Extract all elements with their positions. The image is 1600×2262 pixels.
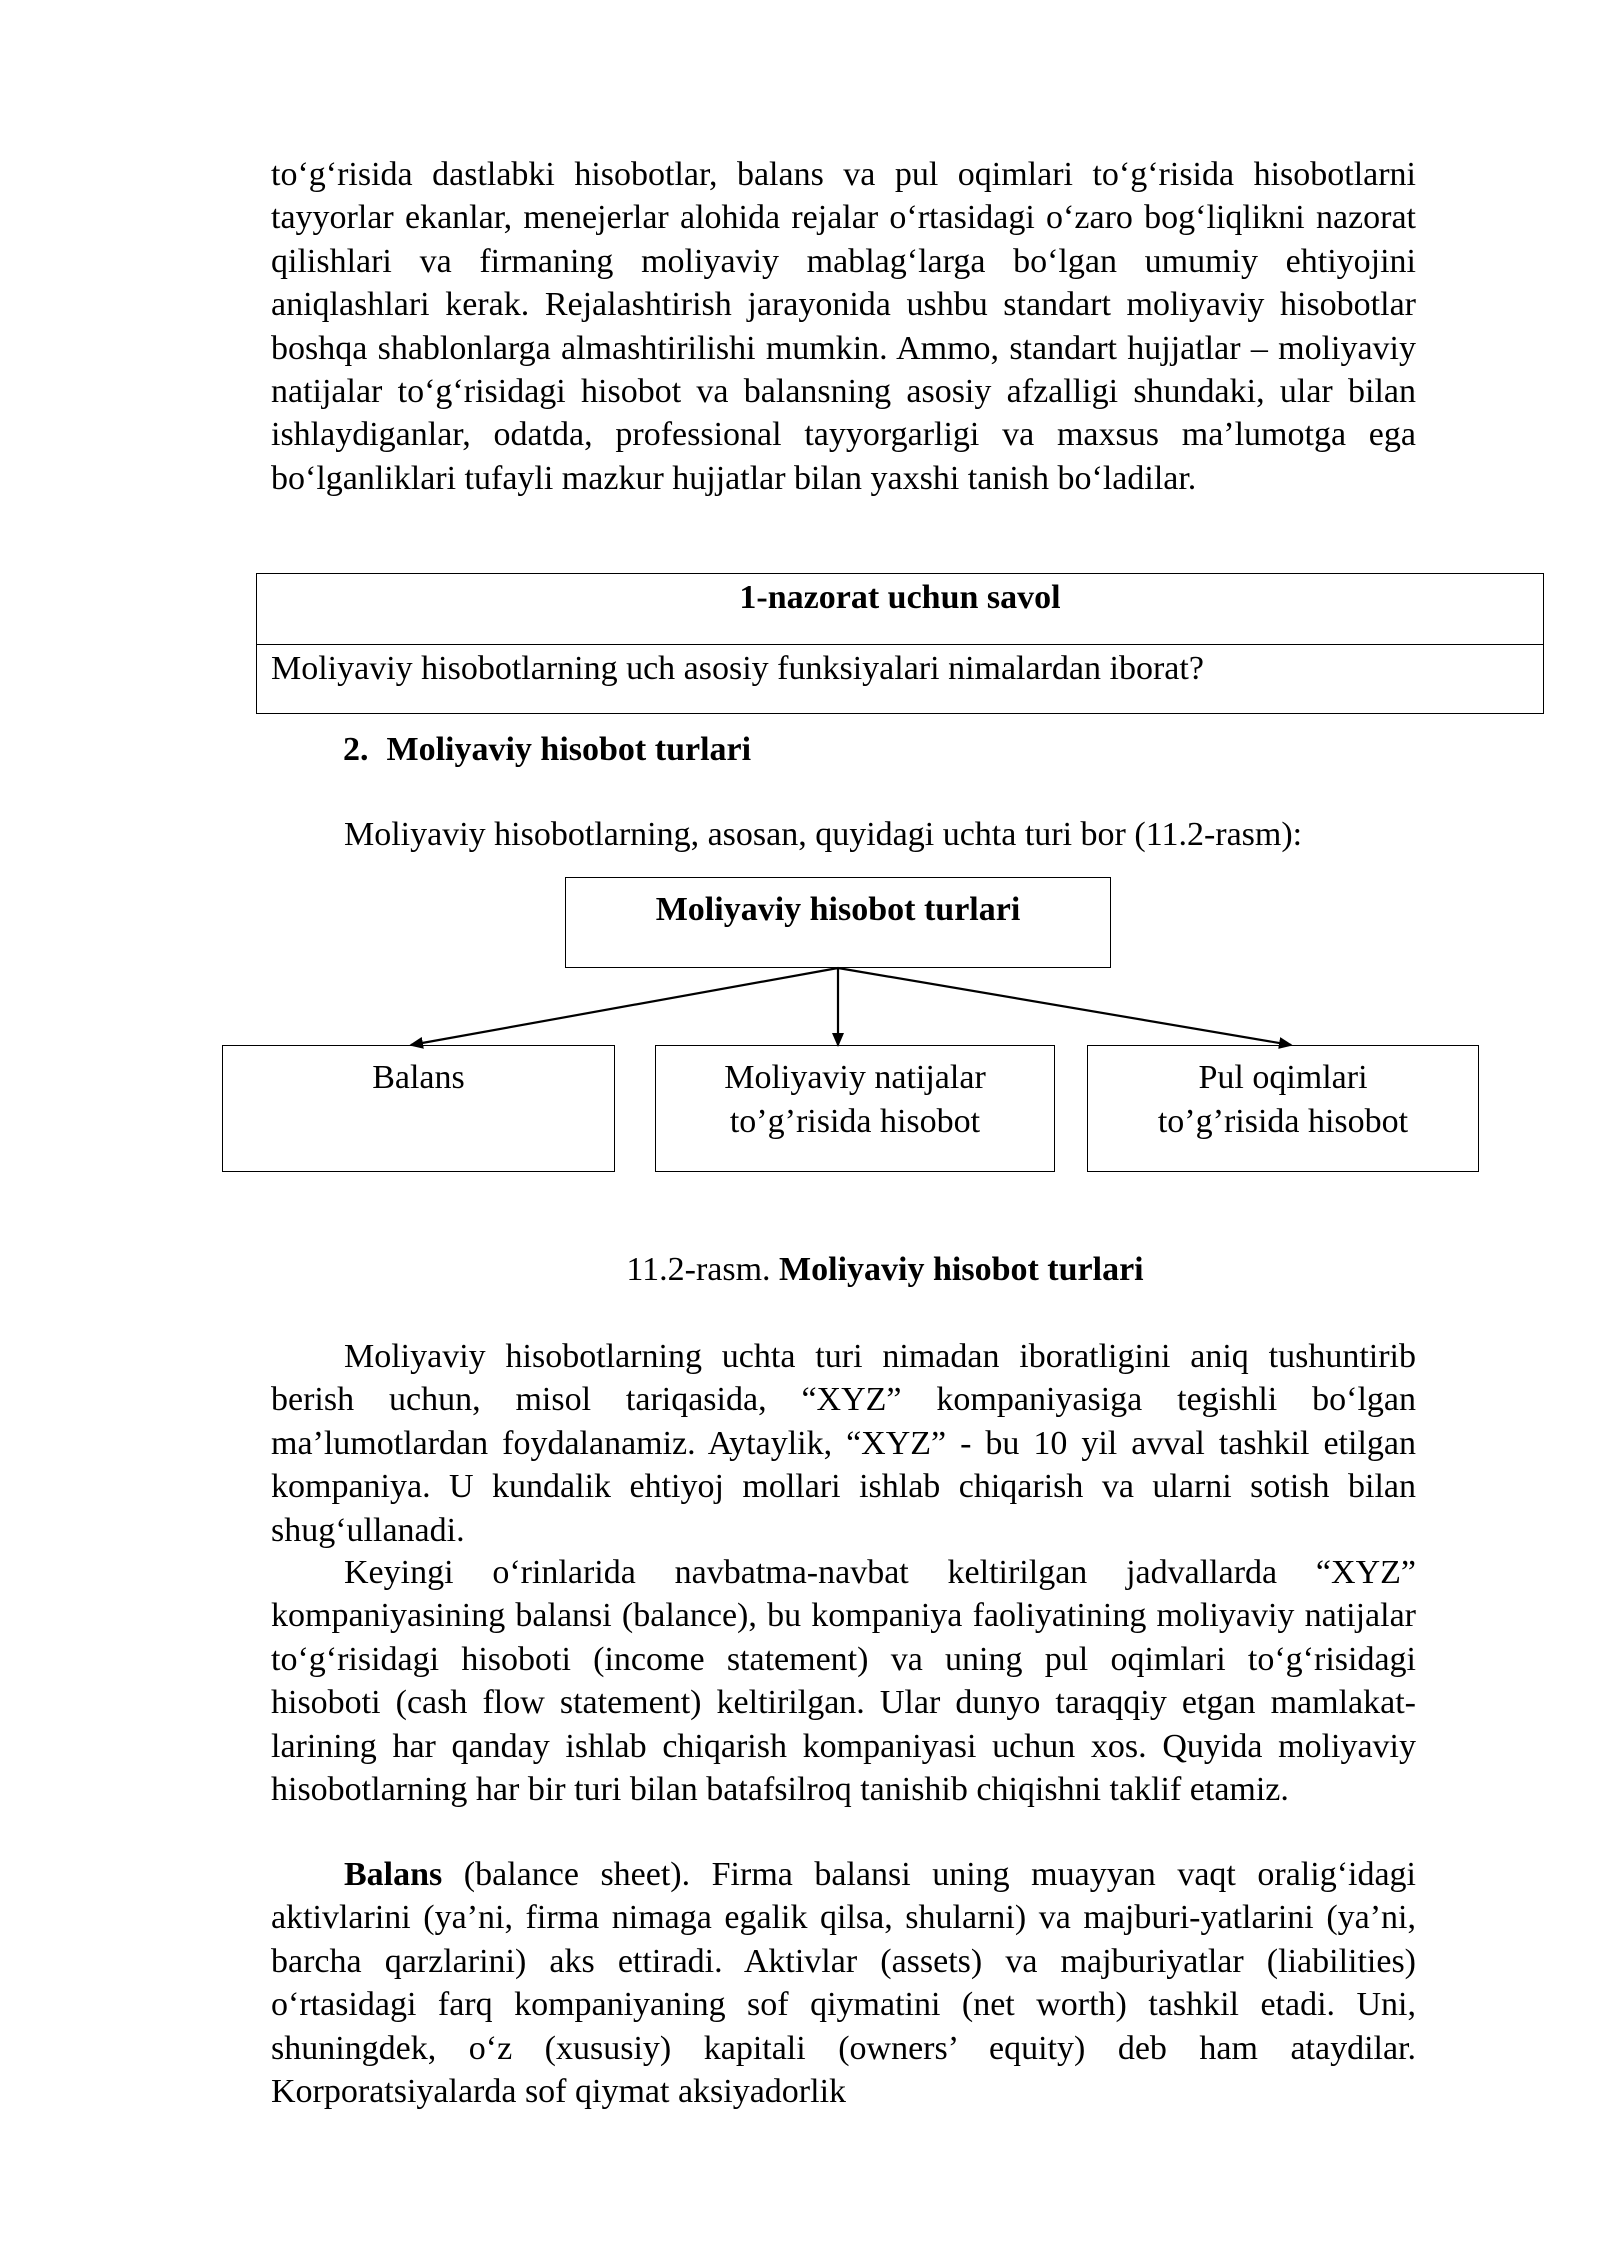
section-heading [343,727,751,773]
balance-runin-term: Balans [344,1856,443,1893]
diagram-box-label: Pul oqimlari [1198,1059,1368,1096]
section-title: Moliyaviy hisobot turlari [386,731,752,768]
control-question-box [256,573,1544,714]
body-paragraph: Moliyaviy hisobotlarning uchta turi nimadan iboratligini aniq tushuntirib berish uchun, misol tariqasida, “XYZ” kompaniyasiga tegishli bo‘lgan ma’lumotlardan foydalanamiz. Aytaylik, “XYZ” - bu 10 yil avval tashkil etilgan kompaniya. U kundalik ehtiyoj mollari ishlab chiqarish va ularni sotish bilan shug‘ullanadi. [271,1338,1416,1549]
caption-title: Moliyaviy hisobot turlari [779,1251,1144,1288]
body-paragraph: Keyingi o‘rinlarida navbatma-navbat keltirilgan jadvallarda “XYZ” kompaniyasining balansi (balance), bu kompaniya faoliyatining moliyaviy natijalar to‘g‘risidagi hisoboti (income statement) va uning pul oqimlari to‘g‘risidagi hisoboti (cash flow statement) keltirilgan. Ular dunyo taraqqiy etgan mamlakat- larining har qanday ishlab chiqarish kompaniyasi uchun xos. Quyida moliyaviy hisobotlarning har bir turi bilan batafsilroq tanishib chiqishni taklif etamiz. [271,1554,1416,1809]
balance-paragraph [271,1853,1416,2113]
diagram-box-balans [222,1045,615,1172]
caption-prefix: 11.2-rasm. [626,1251,771,1288]
section-intro: Moliyaviy hisobotlarning, asosan, quyidagi uchta turi bor (11.2-rasm): [344,816,1303,853]
diagram-box-label: Moliyaviy natijalar [724,1059,986,1096]
diagram-root-label: Moliyaviy hisobot turlari [655,891,1021,928]
figure-caption [0,1247,1600,1293]
diagram-box-moliyaviy-natijalar [655,1045,1055,1172]
diagram-root-box [565,877,1111,968]
balance-paragraph-text: (balance sheet). Firma balansi uning muayyan vaqt oralig‘idagi aktivlarini (ya’ni, firma nimaga egalik qilsa, shularni) va majburi-yatlarini (ya’ni, barcha qarzlarini) aks ettiradi. Aktivlar (assets) va majburiyatlar (liabilities) o‘rtasidagi farq kompaniyaning sof qiymatini (net worth) tashkil etadi. Uni, shuningdek, o‘z (xususiy) kapitali (owners’ equity) deb ham ataydilar. Korporatsiyalarda sof qiymat aksiyadorlik [271,1856,1416,2111]
arrow-to-pul-oqimlari [838,968,1291,1045]
arrow-to-balans [411,968,838,1045]
diagram-box-label-line2: to’g’risida hisobot [729,1103,981,1140]
section-number: 2. [343,731,369,768]
diagram-box-label: Balans [372,1059,465,1096]
diagram-box-label-line2: to’g’risida hisobot [1157,1103,1409,1140]
intro-paragraph: to‘g‘risida dastlabki hisobotlar, balans va pul oqimlari to‘g‘risida hisobotlarni tayyorlar ekanlar, menejerlar alohida rejalar o‘rtasidagi o‘zaro bog‘liqlikni nazorat qilishlari va firmaning moliyaviy mablag‘larga bo‘lgan umumiy ehtiyojini aniqlashlari kerak. Rejalashtirish jarayonida ushbu standart moliyaviy hisobotlar boshqa shablonlarga almashtirilishi mumkin. Ammo, standart hujjatlar – moliyaviy natijalar to‘g‘risidagi hisobot va balansning asosiy afzalligi shundaki, ular bilan ishlaydiganlar, odatda, professional tayyorgarligi va maxsus ma’lumotga ega bo‘lganliklari tufayli mazkur hujjatlar bilan yaxshi tanish bo‘ladilar. [271,156,1416,497]
control-question-title: 1-nazorat uchun savol [257,574,1543,645]
diagram-box-pul-oqimlari [1087,1045,1479,1172]
control-question-text: Moliyaviy hisobotlarning uch asosiy funksiyalari nimalardan iborat? [271,650,1204,687]
